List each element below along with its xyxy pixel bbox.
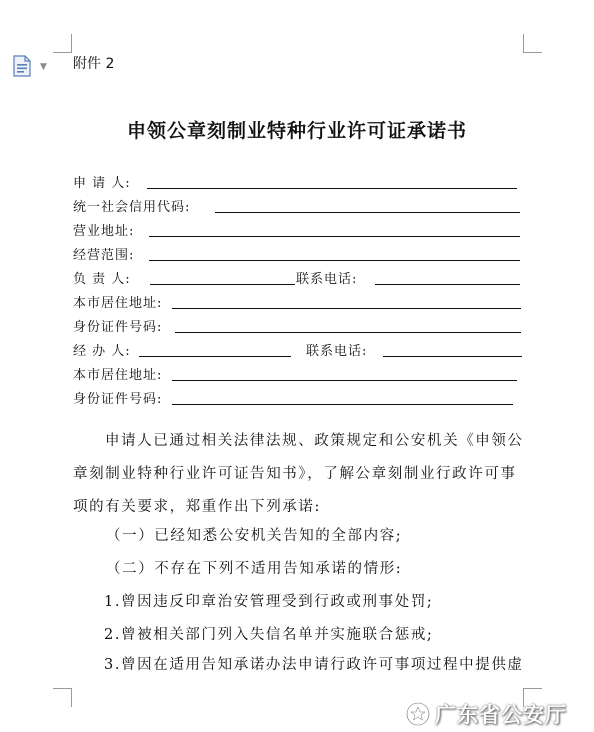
field-local-address-1 bbox=[73, 292, 523, 312]
field-applicant bbox=[73, 172, 523, 192]
applicant-label: 申 请 人: bbox=[73, 176, 131, 191]
field-person-in-charge bbox=[73, 268, 523, 288]
business-scope-label: 经营范围: bbox=[73, 248, 135, 263]
local-address-2-label: 本市居住地址: bbox=[73, 368, 163, 383]
attachment-label: 附件 2 bbox=[73, 56, 115, 72]
handler-label: 经 办 人: bbox=[73, 344, 131, 359]
crop-mark-top-left bbox=[53, 34, 72, 53]
field-business-address bbox=[73, 220, 523, 240]
field-id-number-2 bbox=[73, 388, 523, 408]
document-title: 申领公章刻制业特种行业许可证承诺书 bbox=[126, 120, 467, 142]
contact-phone-1-line[interactable] bbox=[375, 284, 520, 285]
person-in-charge-line[interactable] bbox=[150, 284, 295, 285]
business-scope-line[interactable] bbox=[149, 260, 520, 261]
paragraph-line: 申请人已通过相关法律法规、政策规定和公安机关《申领公 bbox=[105, 433, 524, 449]
field-local-address-2 bbox=[73, 364, 523, 384]
field-credit-code bbox=[73, 196, 523, 216]
contact-phone-2-label: 联系电话: bbox=[306, 344, 368, 359]
applicant-line[interactable] bbox=[147, 188, 517, 189]
credit-code-line[interactable] bbox=[215, 212, 520, 213]
list-item: 1.曾因违反印章治安管理受到行政或刑事处罚; bbox=[104, 594, 434, 610]
police-badge-icon bbox=[405, 701, 431, 727]
field-handler bbox=[73, 340, 523, 360]
contact-phone-1-label: 联系电话: bbox=[296, 272, 358, 287]
business-address-line[interactable] bbox=[149, 236, 520, 237]
local-address-1-line[interactable] bbox=[172, 308, 521, 309]
list-item: （二）不存在下列不适用告知承诺的情形: bbox=[106, 561, 403, 577]
id-number-1-line[interactable] bbox=[175, 332, 521, 333]
commitment-paragraph bbox=[73, 425, 525, 524]
watermark-text: 广东省公安厅 bbox=[435, 703, 567, 727]
business-address-label: 营业地址: bbox=[73, 224, 135, 239]
id-number-2-line[interactable] bbox=[172, 404, 513, 405]
field-business-scope bbox=[73, 244, 523, 264]
field-id-number-1 bbox=[73, 316, 523, 336]
person-in-charge-label: 负 责 人: bbox=[73, 272, 131, 287]
list-item: 2.曾被相关部门列入失信名单并实施联合惩戒; bbox=[104, 627, 434, 643]
contact-phone-2-line[interactable] bbox=[383, 356, 522, 357]
local-address-1-label: 本市居住地址: bbox=[73, 296, 163, 311]
id-number-2-label: 身份证件号码: bbox=[73, 392, 163, 407]
paragraph-line: 项的有关要求，郑重作出下列承诺: bbox=[73, 499, 321, 515]
list-item: （一）已经知悉公安机关告知的全部内容; bbox=[106, 528, 403, 544]
id-number-1-label: 身份证件号码: bbox=[73, 320, 163, 335]
crop-mark-top-right bbox=[523, 34, 542, 53]
local-address-2-line[interactable] bbox=[172, 380, 517, 381]
credit-code-label: 统一社会信用代码: bbox=[73, 200, 191, 215]
handler-line[interactable] bbox=[139, 356, 291, 357]
paragraph-line: 章刻制业特种行业许可证告知书》，了解公章刻制业行政许可事 bbox=[73, 466, 517, 482]
crop-mark-bottom-left bbox=[53, 688, 72, 707]
watermark bbox=[405, 700, 567, 728]
chevron-down-icon[interactable]: ▼ bbox=[40, 62, 47, 72]
document-icon[interactable] bbox=[12, 55, 32, 77]
list-item: 3.曾因在适用告知承诺办法申请行政许可事项过程中提供虚 bbox=[104, 657, 524, 673]
